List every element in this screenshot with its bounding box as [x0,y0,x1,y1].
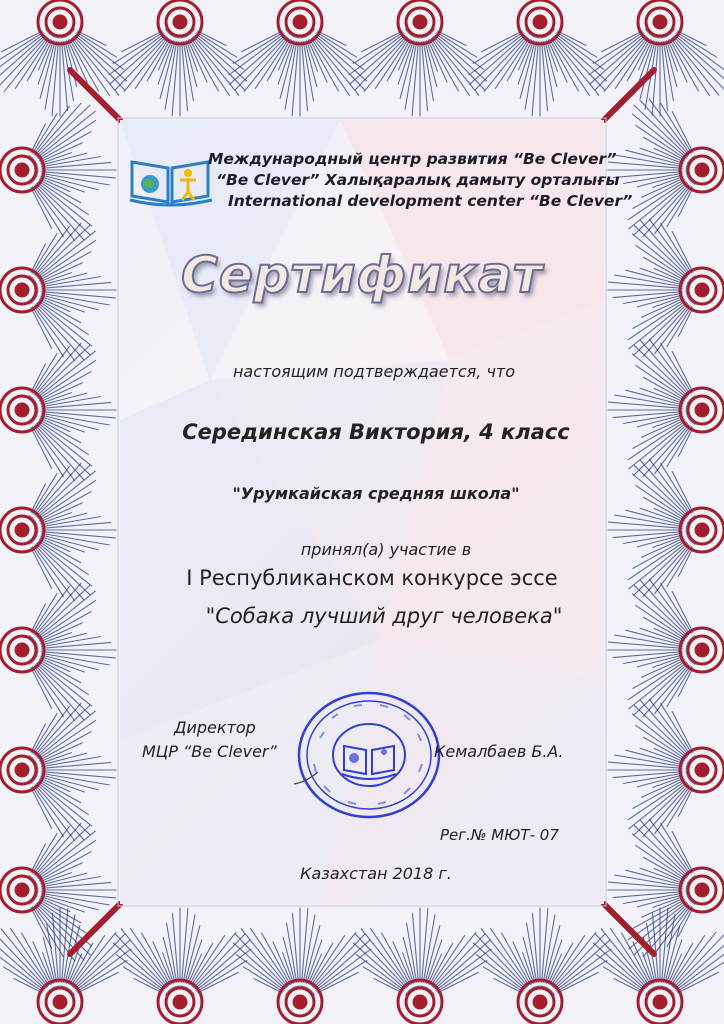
essay-title: "Собака лучший друг человека" [205,604,563,628]
org-name-en: International development center “Be Clever” [228,192,633,210]
recipient-name: Серединская Виктория, 4 класс [182,420,570,444]
certificate-title: Сертификат [181,246,543,304]
director-org: МЦР “Be Clever” [142,742,277,761]
school-name: "Урумкайская средняя школа" [232,484,520,503]
place-and-date: Казахстан 2018 г. [300,864,452,883]
director-name: Кемалбаев Б.А. [434,742,564,761]
organization-header [128,150,633,220]
director-title: Директор [174,718,256,737]
registration-number: Рег.№ МЮТ- 07 [440,826,559,844]
contest-name: I Республиканском конкурсе эссе [186,566,558,590]
official-stamp [292,688,442,822]
org-name-ru: Международный центр развития “Be Clever” [208,150,617,168]
participation-text: принял(а) участие в [300,540,472,559]
confirm-text: настоящим подтверждается, что [232,362,516,381]
organization-logo [128,154,214,210]
org-name-kz: “Be Clever” Халықаралық дамыту орталығы [216,171,620,189]
